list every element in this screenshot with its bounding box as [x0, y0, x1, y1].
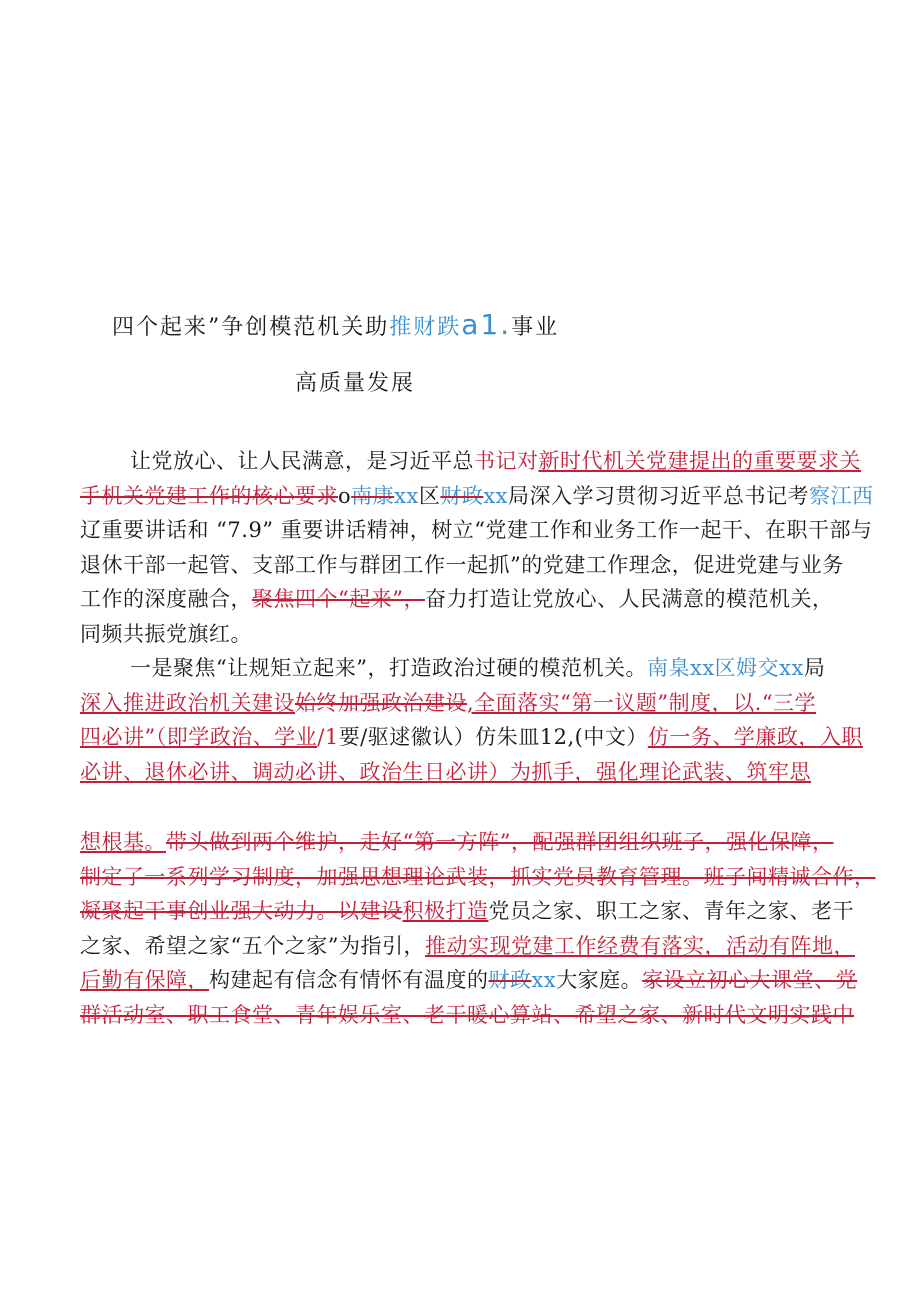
revision-delete: 财政: [488, 968, 532, 993]
text-line: 手机关党建工作的核心要求o南康xx区财政xx局深入学习贯彻习近平总书记考察江西: [80, 483, 874, 508]
revision-delete: 家设立初心大课堂、党: [642, 968, 858, 993]
revision-delete: 手机关党建工作的核心要求: [80, 483, 338, 508]
revision-delete: 南康: [351, 483, 395, 508]
text-line: 凝聚起干事创业强大动力。以建设积极打造党员之家、职工之家、青年之家、老干: [80, 899, 854, 924]
revision-insert: 推动实现党建工作经费有落实，活动有阵地，: [424, 933, 855, 958]
revision-insert: 书记对: [474, 449, 539, 473]
revision-delete: 凝聚起干事创业强大动力。以建设: [80, 899, 403, 924]
revision-delete: 财政: [440, 483, 484, 508]
text-line: 同频共振党旗红。: [80, 621, 252, 646]
revision-insert: 积极打造: [402, 899, 489, 924]
revision-delete: 聚焦四个“起来”，: [252, 587, 425, 612]
text-line: 退休干部一起管、支部工作与群团工作一起抓”的党建工作理念，促进党建与业务: [80, 552, 844, 577]
document-title: [112, 308, 559, 341]
text-line: [80, 686, 920, 721]
revision-delete: 始终加强政治建设: [295, 690, 467, 715]
text-line: 让党放心、让人民满意，是习近平总书记对新时代机关党建提出的重要要求关: [130, 449, 861, 473]
text-line: 工作的深度融合，聚焦四个“起来”，奋力打造让党放心、人民满意的模范机关，: [80, 587, 834, 612]
paragraph-intro: [80, 444, 920, 652]
title-text-end: 事业: [511, 315, 560, 340]
text-line: 群活动室、职工食堂、青年娱乐室、老干暖心算站、希望之家、新时代文明实践中: [80, 1002, 854, 1027]
paragraph-point-one: [80, 651, 920, 789]
title-text: 四个起来”争创模范机关助: [112, 315, 390, 340]
text-line: 必讲、退休必讲、调动必讲、政治生日必讲）为抓手，强化理论武装、筑牢思: [80, 759, 811, 784]
text-line: [80, 825, 920, 860]
revision-insert: 想根基。: [80, 830, 166, 854]
revision-insert: 新时代机关党建提出的重要要求关: [538, 449, 861, 473]
text-line: 后勤有保障，构建起有信念有情怀有温度的财政xx大家庭。家设立初心大课堂、党: [80, 968, 858, 993]
revision-delete: 带头做到两个维护，走好“第一方阵”，配强群团组织班子，强化保障，: [166, 830, 834, 854]
text-line: 之家、希望之家“五个之家”为指引，推动实现党建工作经费有落实，活动有阵地，: [80, 933, 855, 958]
text-line: 四必讲”（即学政治、学业/1要/驱逑徽认）仿朱皿12,(中文）仿一务、学廉政，入职: [80, 725, 863, 750]
text-line: 制定了一系列学习制度，加强思想理论武装，抓实党员教育管理。班子间精诚合作，: [80, 864, 876, 889]
title-edited-code: a1.: [461, 308, 512, 341]
revision-insert: 后勤有保障，: [80, 968, 209, 993]
revision-insert: 四必讲”（即学政治、学业: [80, 725, 318, 750]
revision-insert: 深入推进政治机关建设: [80, 690, 295, 715]
text-line: 辽重要讲话和 “7.9” 重要讲话精神，树立“党建工作和业务工作一起干、在职干部与: [80, 518, 873, 543]
document-subtitle: 高质量发展: [295, 371, 416, 396]
revision-insert: ,全面落实“第一议题”制度，以.“三学: [467, 690, 817, 715]
revision-insert: 南臬xx区姆交xx: [646, 656, 804, 680]
paragraph-continuation: [80, 825, 920, 1033]
text-line: 一是聚焦“让规矩立起来”，打造政治过硬的模范机关。南臬xx区姆交xx局: [130, 656, 826, 680]
revision-insert: 仿一务、学廉政，入职: [647, 725, 863, 750]
title-edited-text: 推财跌: [389, 315, 462, 340]
